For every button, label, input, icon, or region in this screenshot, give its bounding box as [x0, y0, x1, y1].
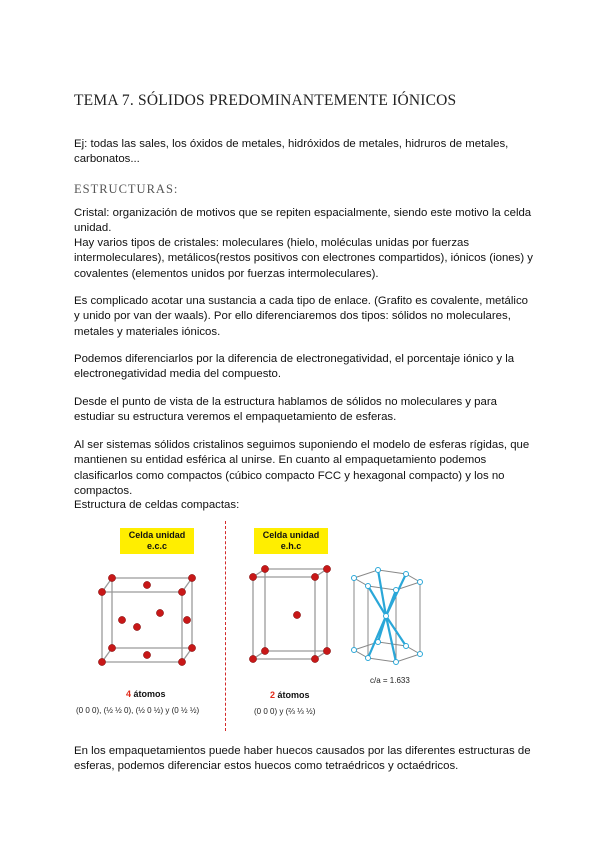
ehc-label-line2: e.h.c: [280, 541, 302, 551]
ecc-atoms-count: [126, 689, 166, 699]
section-heading: ESTRUCTURAS:: [74, 182, 179, 196]
ecc-atoms-word: átomos: [133, 689, 166, 699]
hexagonal-structure-diagram: [348, 568, 428, 668]
ehc-coordinates: (0 0 0) y (⅔ ⅓ ½): [254, 707, 316, 716]
ecc-label-line2: e.c.c: [146, 541, 168, 551]
document-title: TEMA 7. SÓLIDOS PREDOMINANTEMENTE IÓNICOS: [74, 92, 457, 109]
paragraph-structure: Desde el punto de vista de la estructura hablamos de sólidos no moleculares y para estudiar su estructura veremos el empaquetamiento de esferas.: [74, 396, 497, 424]
intro-paragraph: Ej: todas las sales, los óxidos de metales, hidróxidos de metales, hidruros de metales, carbonatos...: [74, 138, 509, 166]
ecc-coordinates: (0 0 0), (½ ½ 0), (½ 0 ½) y (0 ½ ½): [76, 706, 200, 715]
fcc-unit-cell-diagram: [90, 570, 210, 680]
paragraph-bond-types: Es complicado acotar una sustancia a cada tipo de enlace. (Grafito es covalente, metálico y unido por van der waals). Por ello diferenciaremos dos tipos: sólidos no moleculares, metales y materiales iónicos.: [74, 295, 528, 338]
ehc-ratio: c/a = 1.633: [370, 676, 410, 685]
paragraph-figure-caption: Estructura de celdas compactas:: [74, 499, 240, 511]
paragraph-packing: Al ser sistemas sólidos cristalinos seguimos suponiendo el modelo de esferas rígidas, que mantienen su entidad esférica al unirse. En cuanto al empaquetamiento podemos clasificarlos como compactos (cúbico compacto FCC y hexagonal compacto) y los no compactos.: [74, 439, 530, 497]
ecc-label-line1: Celda unidad: [128, 530, 186, 540]
ehc-atoms-word: átomos: [277, 690, 310, 700]
ecc-atoms-number: 4: [126, 689, 132, 699]
paragraph-crystal: Cristal: organización de motivos que se repiten espacialmente, siendo este motivo la celda unidad.: [74, 207, 532, 235]
ehc-label-line1: Celda unidad: [262, 530, 320, 540]
hcp-unit-cell-diagram: [245, 565, 335, 675]
paragraph-holes: En los empaquetamientos puede haber huecos causados por las diferentes estructuras de esferas, podemos diferenciar estos huecos como tetraédricos y octaédricos.: [74, 745, 531, 773]
ehc-atoms-count: [270, 690, 310, 700]
ehc-atoms-number: 2: [270, 690, 276, 700]
figure-divider: [225, 521, 226, 731]
paragraph-crystal-types: Hay varios tipos de cristales: moleculares (hielo, moléculas unidas por fuerzas intermoleculares), metálicos(restos positivos con electrones compartidos), iónicos (iones) y covalentes (elementos unidos por fuerzas intermoleculares).: [74, 237, 533, 280]
ehc-label: [254, 528, 328, 554]
paragraph-electronegativity: Podemos diferenciarlos por la diferencia de electronegatividad, el porcentaje iónico y la electronegatividad media del compuesto.: [74, 353, 515, 381]
ecc-label: [120, 528, 194, 554]
